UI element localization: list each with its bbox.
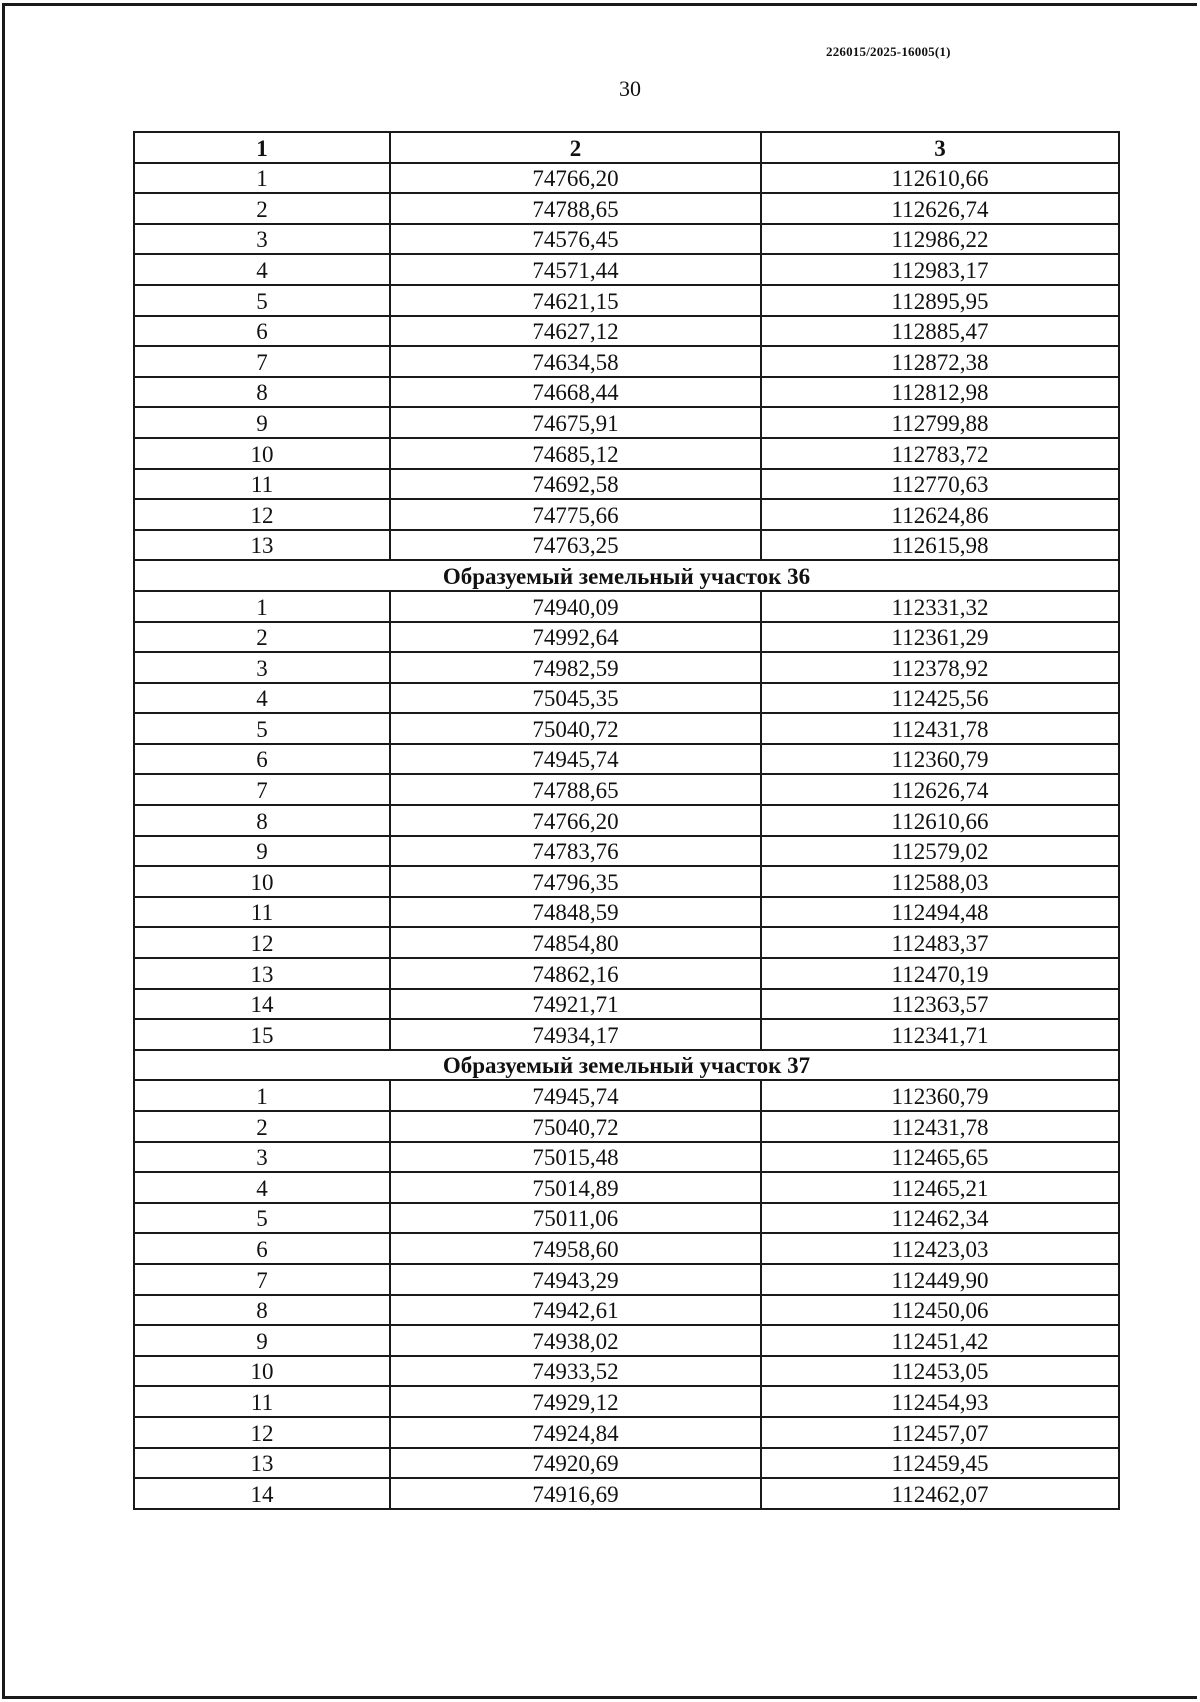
table-row: [134, 713, 1119, 744]
y-coordinate-cell: 112378,92: [761, 652, 1119, 683]
coordinates-table: [133, 131, 1120, 1510]
x-coordinate-cell: 74924,84: [390, 1417, 761, 1448]
x-coordinate-cell: 74621,15: [390, 285, 761, 316]
table-row: [134, 1264, 1119, 1295]
section-title: Образуемый земельный участок 37: [134, 1050, 1119, 1081]
point-number-cell: 5: [134, 285, 390, 316]
table-row: [134, 285, 1119, 316]
x-coordinate-cell: 74627,12: [390, 316, 761, 347]
table-row: [134, 1295, 1119, 1326]
x-coordinate-cell: 74942,61: [390, 1295, 761, 1326]
x-coordinate-cell: 75015,48: [390, 1142, 761, 1173]
point-number-cell: 2: [134, 1111, 390, 1142]
y-coordinate-cell: 112610,66: [761, 805, 1119, 836]
y-coordinate-cell: 112360,79: [761, 1080, 1119, 1111]
table-row: [134, 989, 1119, 1020]
x-coordinate-cell: 74945,74: [390, 1080, 761, 1111]
table-row: [134, 1478, 1119, 1509]
y-coordinate-cell: 112462,07: [761, 1478, 1119, 1509]
point-number-cell: 3: [134, 652, 390, 683]
point-number-cell: 6: [134, 1233, 390, 1264]
x-coordinate-cell: 74934,17: [390, 1019, 761, 1050]
point-number-cell: 14: [134, 989, 390, 1020]
point-number-cell: 13: [134, 958, 390, 989]
table-row: [134, 377, 1119, 408]
y-coordinate-cell: 112425,56: [761, 683, 1119, 714]
x-coordinate-cell: 74685,12: [390, 438, 761, 469]
point-number-cell: 11: [134, 1386, 390, 1417]
y-coordinate-cell: 112494,48: [761, 897, 1119, 928]
point-number-cell: 8: [134, 1295, 390, 1326]
y-coordinate-cell: 112626,74: [761, 774, 1119, 805]
point-number-cell: 13: [134, 530, 390, 561]
table-row: [134, 346, 1119, 377]
x-coordinate-cell: 75040,72: [390, 713, 761, 744]
x-coordinate-cell: 75014,89: [390, 1172, 761, 1203]
y-coordinate-cell: 112341,71: [761, 1019, 1119, 1050]
point-number-cell: 7: [134, 774, 390, 805]
column-header-2: 2: [390, 132, 761, 163]
x-coordinate-cell: 74945,74: [390, 744, 761, 775]
x-coordinate-cell: 74916,69: [390, 1478, 761, 1509]
table-body: [134, 163, 1119, 1509]
x-coordinate-cell: 74958,60: [390, 1233, 761, 1264]
point-number-cell: 11: [134, 897, 390, 928]
y-coordinate-cell: 112454,93: [761, 1386, 1119, 1417]
y-coordinate-cell: 112450,06: [761, 1295, 1119, 1326]
y-coordinate-cell: 112983,17: [761, 254, 1119, 285]
column-header-1: 1: [134, 132, 390, 163]
y-coordinate-cell: 112459,45: [761, 1448, 1119, 1479]
table-row: [134, 1233, 1119, 1264]
x-coordinate-cell: 74938,02: [390, 1325, 761, 1356]
point-number-cell: 3: [134, 224, 390, 255]
point-number-cell: 8: [134, 377, 390, 408]
y-coordinate-cell: 112331,32: [761, 591, 1119, 622]
table-row: [134, 163, 1119, 194]
point-number-cell: 12: [134, 499, 390, 530]
y-coordinate-cell: 112872,38: [761, 346, 1119, 377]
y-coordinate-cell: 112449,90: [761, 1264, 1119, 1295]
section-title: Образуемый земельный участок 36: [134, 560, 1119, 591]
point-number-cell: 7: [134, 1264, 390, 1295]
x-coordinate-cell: 74940,09: [390, 591, 761, 622]
table-row: [134, 469, 1119, 500]
section-title-row: [134, 1050, 1119, 1081]
y-coordinate-cell: 112431,78: [761, 713, 1119, 744]
table-row: [134, 927, 1119, 958]
page-number: 30: [619, 76, 641, 101]
y-coordinate-cell: 112465,65: [761, 1142, 1119, 1173]
point-number-cell: 4: [134, 1172, 390, 1203]
y-coordinate-cell: 112360,79: [761, 744, 1119, 775]
x-coordinate-cell: 74675,91: [390, 407, 761, 438]
point-number-cell: 9: [134, 836, 390, 867]
x-coordinate-cell: 74862,16: [390, 958, 761, 989]
point-number-cell: 1: [134, 591, 390, 622]
table-row: [134, 1080, 1119, 1111]
x-coordinate-cell: 74982,59: [390, 652, 761, 683]
y-coordinate-cell: 112812,98: [761, 377, 1119, 408]
x-coordinate-cell: 74921,71: [390, 989, 761, 1020]
point-number-cell: 2: [134, 193, 390, 224]
x-coordinate-cell: 74943,29: [390, 1264, 761, 1295]
x-coordinate-cell: 75011,06: [390, 1203, 761, 1234]
point-number-cell: 5: [134, 1203, 390, 1234]
table-row: [134, 805, 1119, 836]
table-row: [134, 1325, 1119, 1356]
table-row: [134, 866, 1119, 897]
y-coordinate-cell: 112770,63: [761, 469, 1119, 500]
table-row: [134, 254, 1119, 285]
point-number-cell: 14: [134, 1478, 390, 1509]
table-row: [134, 836, 1119, 867]
point-number-cell: 4: [134, 254, 390, 285]
point-number-cell: 4: [134, 683, 390, 714]
y-coordinate-cell: 112465,21: [761, 1172, 1119, 1203]
table-row: [134, 1417, 1119, 1448]
point-number-cell: 11: [134, 469, 390, 500]
column-header-3: 3: [761, 132, 1119, 163]
y-coordinate-cell: 112610,66: [761, 163, 1119, 194]
y-coordinate-cell: 112453,05: [761, 1356, 1119, 1387]
table-row: [134, 1111, 1119, 1142]
x-coordinate-cell: 74766,20: [390, 163, 761, 194]
point-number-cell: 9: [134, 1325, 390, 1356]
x-coordinate-cell: 74763,25: [390, 530, 761, 561]
y-coordinate-cell: 112626,74: [761, 193, 1119, 224]
section-title-row: [134, 560, 1119, 591]
table-row: [134, 683, 1119, 714]
x-coordinate-cell: 75040,72: [390, 1111, 761, 1142]
x-coordinate-cell: 74848,59: [390, 897, 761, 928]
table-row: [134, 530, 1119, 561]
table-row: [134, 1356, 1119, 1387]
x-coordinate-cell: 74766,20: [390, 805, 761, 836]
x-coordinate-cell: 74692,58: [390, 469, 761, 500]
x-coordinate-cell: 75045,35: [390, 683, 761, 714]
table-row: [134, 591, 1119, 622]
x-coordinate-cell: 74788,65: [390, 193, 761, 224]
point-number-cell: 8: [134, 805, 390, 836]
x-coordinate-cell: 74992,64: [390, 622, 761, 653]
point-number-cell: 1: [134, 1080, 390, 1111]
x-coordinate-cell: 74783,76: [390, 836, 761, 867]
table-row: [134, 438, 1119, 469]
y-coordinate-cell: 112799,88: [761, 407, 1119, 438]
point-number-cell: 15: [134, 1019, 390, 1050]
y-coordinate-cell: 112361,29: [761, 622, 1119, 653]
table-row: [134, 1386, 1119, 1417]
point-number-cell: 10: [134, 1356, 390, 1387]
y-coordinate-cell: 112470,19: [761, 958, 1119, 989]
table-row: [134, 897, 1119, 928]
table-row: [134, 958, 1119, 989]
y-coordinate-cell: 112885,47: [761, 316, 1119, 347]
x-coordinate-cell: 74775,66: [390, 499, 761, 530]
table-row: [134, 774, 1119, 805]
table-header-row: [134, 132, 1119, 163]
y-coordinate-cell: 112462,34: [761, 1203, 1119, 1234]
table-row: [134, 744, 1119, 775]
y-coordinate-cell: 112783,72: [761, 438, 1119, 469]
x-coordinate-cell: 74576,45: [390, 224, 761, 255]
y-coordinate-cell: 112363,57: [761, 989, 1119, 1020]
y-coordinate-cell: 112457,07: [761, 1417, 1119, 1448]
point-number-cell: 3: [134, 1142, 390, 1173]
y-coordinate-cell: 112986,22: [761, 224, 1119, 255]
point-number-cell: 6: [134, 744, 390, 775]
point-number-cell: 9: [134, 407, 390, 438]
table-row: [134, 1019, 1119, 1050]
y-coordinate-cell: 112624,86: [761, 499, 1119, 530]
table-row: [134, 499, 1119, 530]
table-row: [134, 224, 1119, 255]
x-coordinate-cell: 74796,35: [390, 866, 761, 897]
point-number-cell: 10: [134, 866, 390, 897]
y-coordinate-cell: 112579,02: [761, 836, 1119, 867]
x-coordinate-cell: 74854,80: [390, 927, 761, 958]
table-row: [134, 1172, 1119, 1203]
table-row: [134, 1203, 1119, 1234]
table-row: [134, 1448, 1119, 1479]
y-coordinate-cell: 112423,03: [761, 1233, 1119, 1264]
x-coordinate-cell: 74788,65: [390, 774, 761, 805]
y-coordinate-cell: 112431,78: [761, 1111, 1119, 1142]
point-number-cell: 12: [134, 927, 390, 958]
table-row: [134, 652, 1119, 683]
point-number-cell: 10: [134, 438, 390, 469]
table-row: [134, 193, 1119, 224]
y-coordinate-cell: 112483,37: [761, 927, 1119, 958]
point-number-cell: 1: [134, 163, 390, 194]
x-coordinate-cell: 74933,52: [390, 1356, 761, 1387]
x-coordinate-cell: 74929,12: [390, 1386, 761, 1417]
y-coordinate-cell: 112895,95: [761, 285, 1119, 316]
point-number-cell: 2: [134, 622, 390, 653]
point-number-cell: 5: [134, 713, 390, 744]
document-id: 226015/2025-16005(1): [826, 44, 951, 59]
table-row: [134, 407, 1119, 438]
x-coordinate-cell: 74668,44: [390, 377, 761, 408]
point-number-cell: 13: [134, 1448, 390, 1479]
point-number-cell: 12: [134, 1417, 390, 1448]
table-row: [134, 316, 1119, 347]
x-coordinate-cell: 74571,44: [390, 254, 761, 285]
x-coordinate-cell: 74634,58: [390, 346, 761, 377]
y-coordinate-cell: 112451,42: [761, 1325, 1119, 1356]
table-row: [134, 622, 1119, 653]
y-coordinate-cell: 112615,98: [761, 530, 1119, 561]
y-coordinate-cell: 112588,03: [761, 866, 1119, 897]
table-row: [134, 1142, 1119, 1173]
point-number-cell: 7: [134, 346, 390, 377]
point-number-cell: 6: [134, 316, 390, 347]
x-coordinate-cell: 74920,69: [390, 1448, 761, 1479]
